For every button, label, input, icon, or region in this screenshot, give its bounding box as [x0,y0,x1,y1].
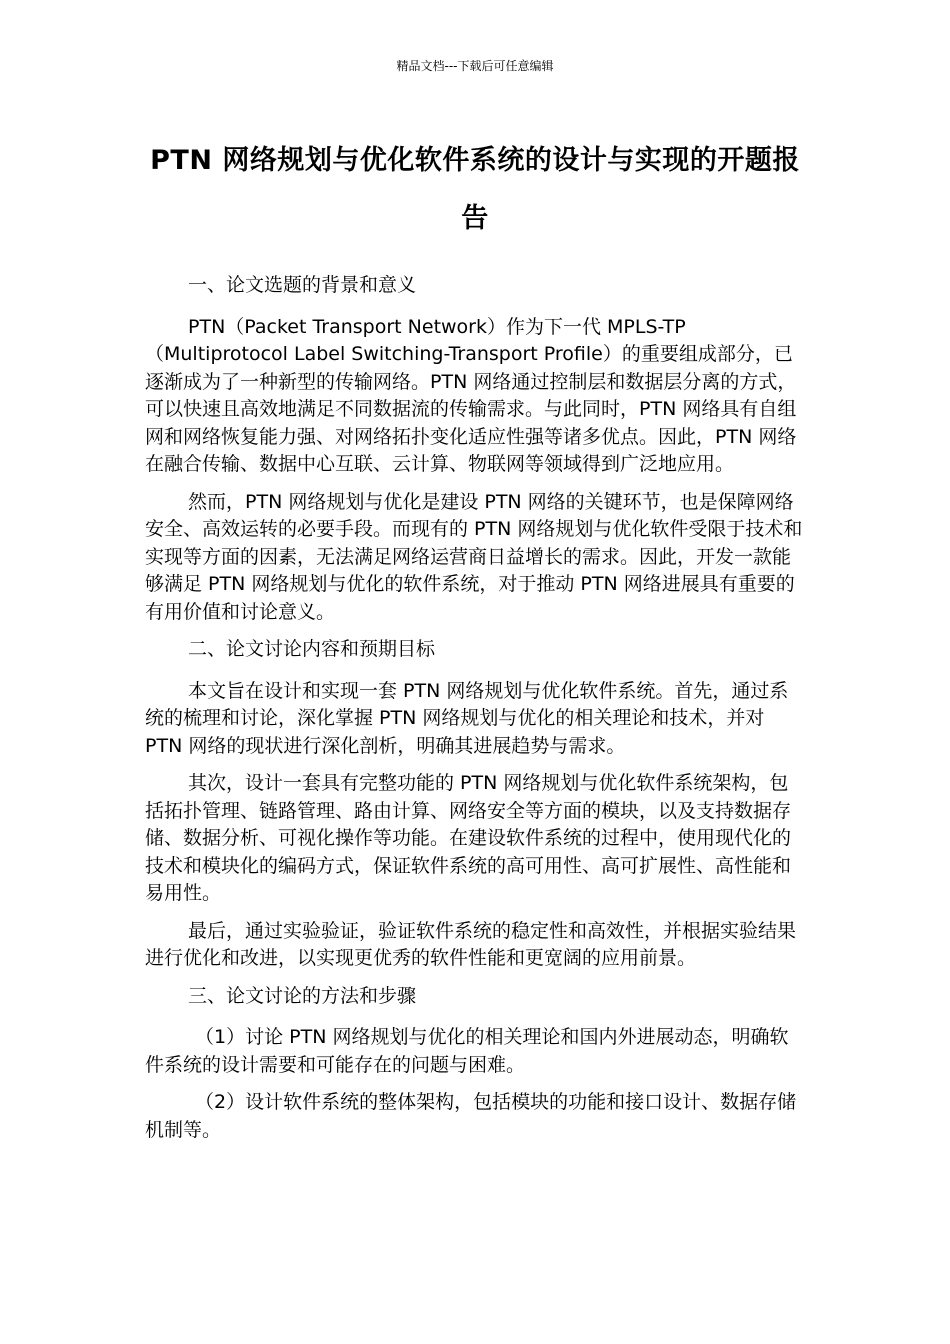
step-item: （1）讨论 PTN 网络规划与优化的相关理论和国内外进展动态，明确软件系统的设计需要和可能存在的问题与困难。 [145,1026,789,1076]
body-paragraph: 然而，PTN 网络规划与优化是建设 PTN 网络的关键环节，也是保障网络安全、高效运转的必要手段。而现有的 PTN 网络规划与优化软件受限于技术和实现等方面的因素，无法满足网络运营商日益增长的需求。因此，开发一款能够满足 PTN 网络规划与优化的软件系统，对于推动 PTN 网络进展具有重要的有用价值和讨论意义。 [145,490,803,623]
section-heading: 二、论文讨论内容和预期目标 [188,638,436,660]
section-content-goals [145,636,805,973]
section-background [145,272,805,626]
body-paragraph: PTN（Packet Transport Network）作为下一代 MPLS-TP（Multiprotocol Label Switching-Transport Profile）的重要组成部分，已逐渐成为了一种新型的传输网络。PTN 网络通过控制层和数据层分离的方式，可以快速且高效地满足不同数据流的传输需求。与此同时，PTN 网络具有自组网和网络恢复能力强、对网络拓扑变化适应性强等诸多优点。因此，PTN 网络在融合传输、数据中心互联、云计算、物联网等领域得到广泛地应用。 [145,315,797,475]
section-heading: 三、论文讨论的方法和步骤 [188,984,417,1007]
section-heading: 一、论文选题的背景和意义 [188,274,417,296]
body-paragraph: 其次，设计一套具有完整功能的 PTN 网络规划与优化软件系统架构，包括拓扑管理、链路管理、路由计算、网络安全等方面的模块，以及支持数据存储、数据分析、可视化操作等功能。在建设软件系统的过程中，使用现代化的技术和模块化的编码方式，保证软件系统的高可用性、高可扩展性、高性能和易用性。 [145,772,792,904]
document-title: PTN 网络规划与优化软件系统的设计与实现的开题报告 [150,145,800,234]
document-body [145,272,805,1154]
body-paragraph: 最后，通过实验验证，验证软件系统的稳定性和高效性，并根据实验结果进行优化和改进，以实现更优秀的软件性能和更宽阔的应用前景。 [145,919,797,969]
body-paragraph: 本文旨在设计和实现一套 PTN 网络规划与优化软件系统。首先，通过系统的梳理和讨论，深化掌握 PTN 网络规划与优化的相关理论和技术，并对 PTN 网络的现状进行深化剖析，明确其进展趋势与需求。 [145,679,789,757]
section-methods-steps [145,983,805,1145]
header-note: 精品文档---下载后可任意编辑 [396,59,554,73]
step-item: （2）设计软件系统的整体架构，包括模块的功能和接口设计、数据存储机制等。 [145,1091,797,1141]
